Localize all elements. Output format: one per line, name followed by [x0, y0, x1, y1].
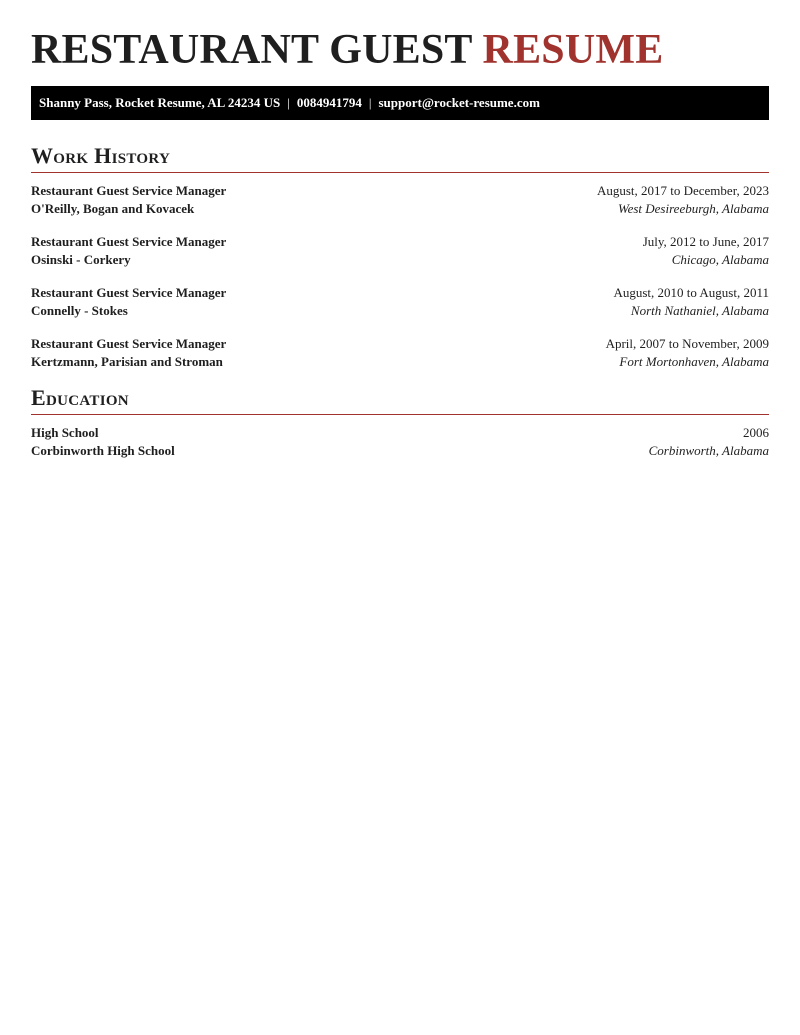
company-name: Osinski - Corkery — [31, 251, 131, 267]
job-location: North Nathaniel, Alabama — [630, 302, 769, 318]
education-entry — [31, 424, 769, 459]
work-entry — [31, 335, 769, 370]
job-location: Fort Mortonhaven, Alabama — [619, 353, 769, 369]
degree: High School — [31, 425, 99, 440]
company-name: Kertzmann, Parisian and Stroman — [31, 353, 223, 369]
job-dates: July, 2012 to June, 2017 — [642, 234, 769, 249]
contact-separator: | — [287, 95, 290, 110]
title-accent: RESUME — [482, 27, 664, 73]
job-dates: April, 2007 to November, 2009 — [605, 336, 769, 351]
education-heading: Education — [31, 384, 769, 415]
education-list — [31, 424, 769, 459]
work-history-heading: Work History — [31, 142, 769, 173]
job-dates: August, 2017 to December, 2023 — [596, 183, 769, 198]
graduation-year: 2006 — [743, 425, 769, 440]
job-title: Restaurant Guest Service Manager — [31, 234, 227, 249]
work-entry — [31, 284, 769, 319]
school-name: Corbinworth High School — [31, 442, 175, 458]
job-location: West Desireeburgh, Alabama — [617, 200, 769, 216]
job-dates: August, 2010 to August, 2011 — [613, 285, 769, 300]
job-title: Restaurant Guest Service Manager — [31, 183, 227, 198]
company-name: O'Reilly, Bogan and Kovacek — [31, 200, 195, 216]
title-main: RESTAURANT GUEST — [31, 27, 472, 73]
contact-bar — [31, 86, 769, 120]
job-title: Restaurant Guest Service Manager — [31, 336, 227, 351]
job-location: Chicago, Alabama — [671, 251, 769, 267]
contact-separator: | — [368, 95, 372, 110]
job-title: Restaurant Guest Service Manager — [31, 285, 227, 300]
contact-email: support@rocket-resume.com — [378, 95, 540, 110]
school-location: Corbinworth, Alabama — [648, 442, 769, 458]
work-entry — [31, 233, 769, 268]
work-entry — [31, 182, 769, 217]
company-name: Connelly - Stokes — [31, 302, 128, 318]
work-history-list — [31, 182, 769, 370]
contact-phone: 0084941794 — [296, 95, 362, 110]
resume-title — [31, 0, 769, 72]
contact-address: Shanny Pass, Rocket Resume, AL 24234 US — [39, 95, 281, 110]
